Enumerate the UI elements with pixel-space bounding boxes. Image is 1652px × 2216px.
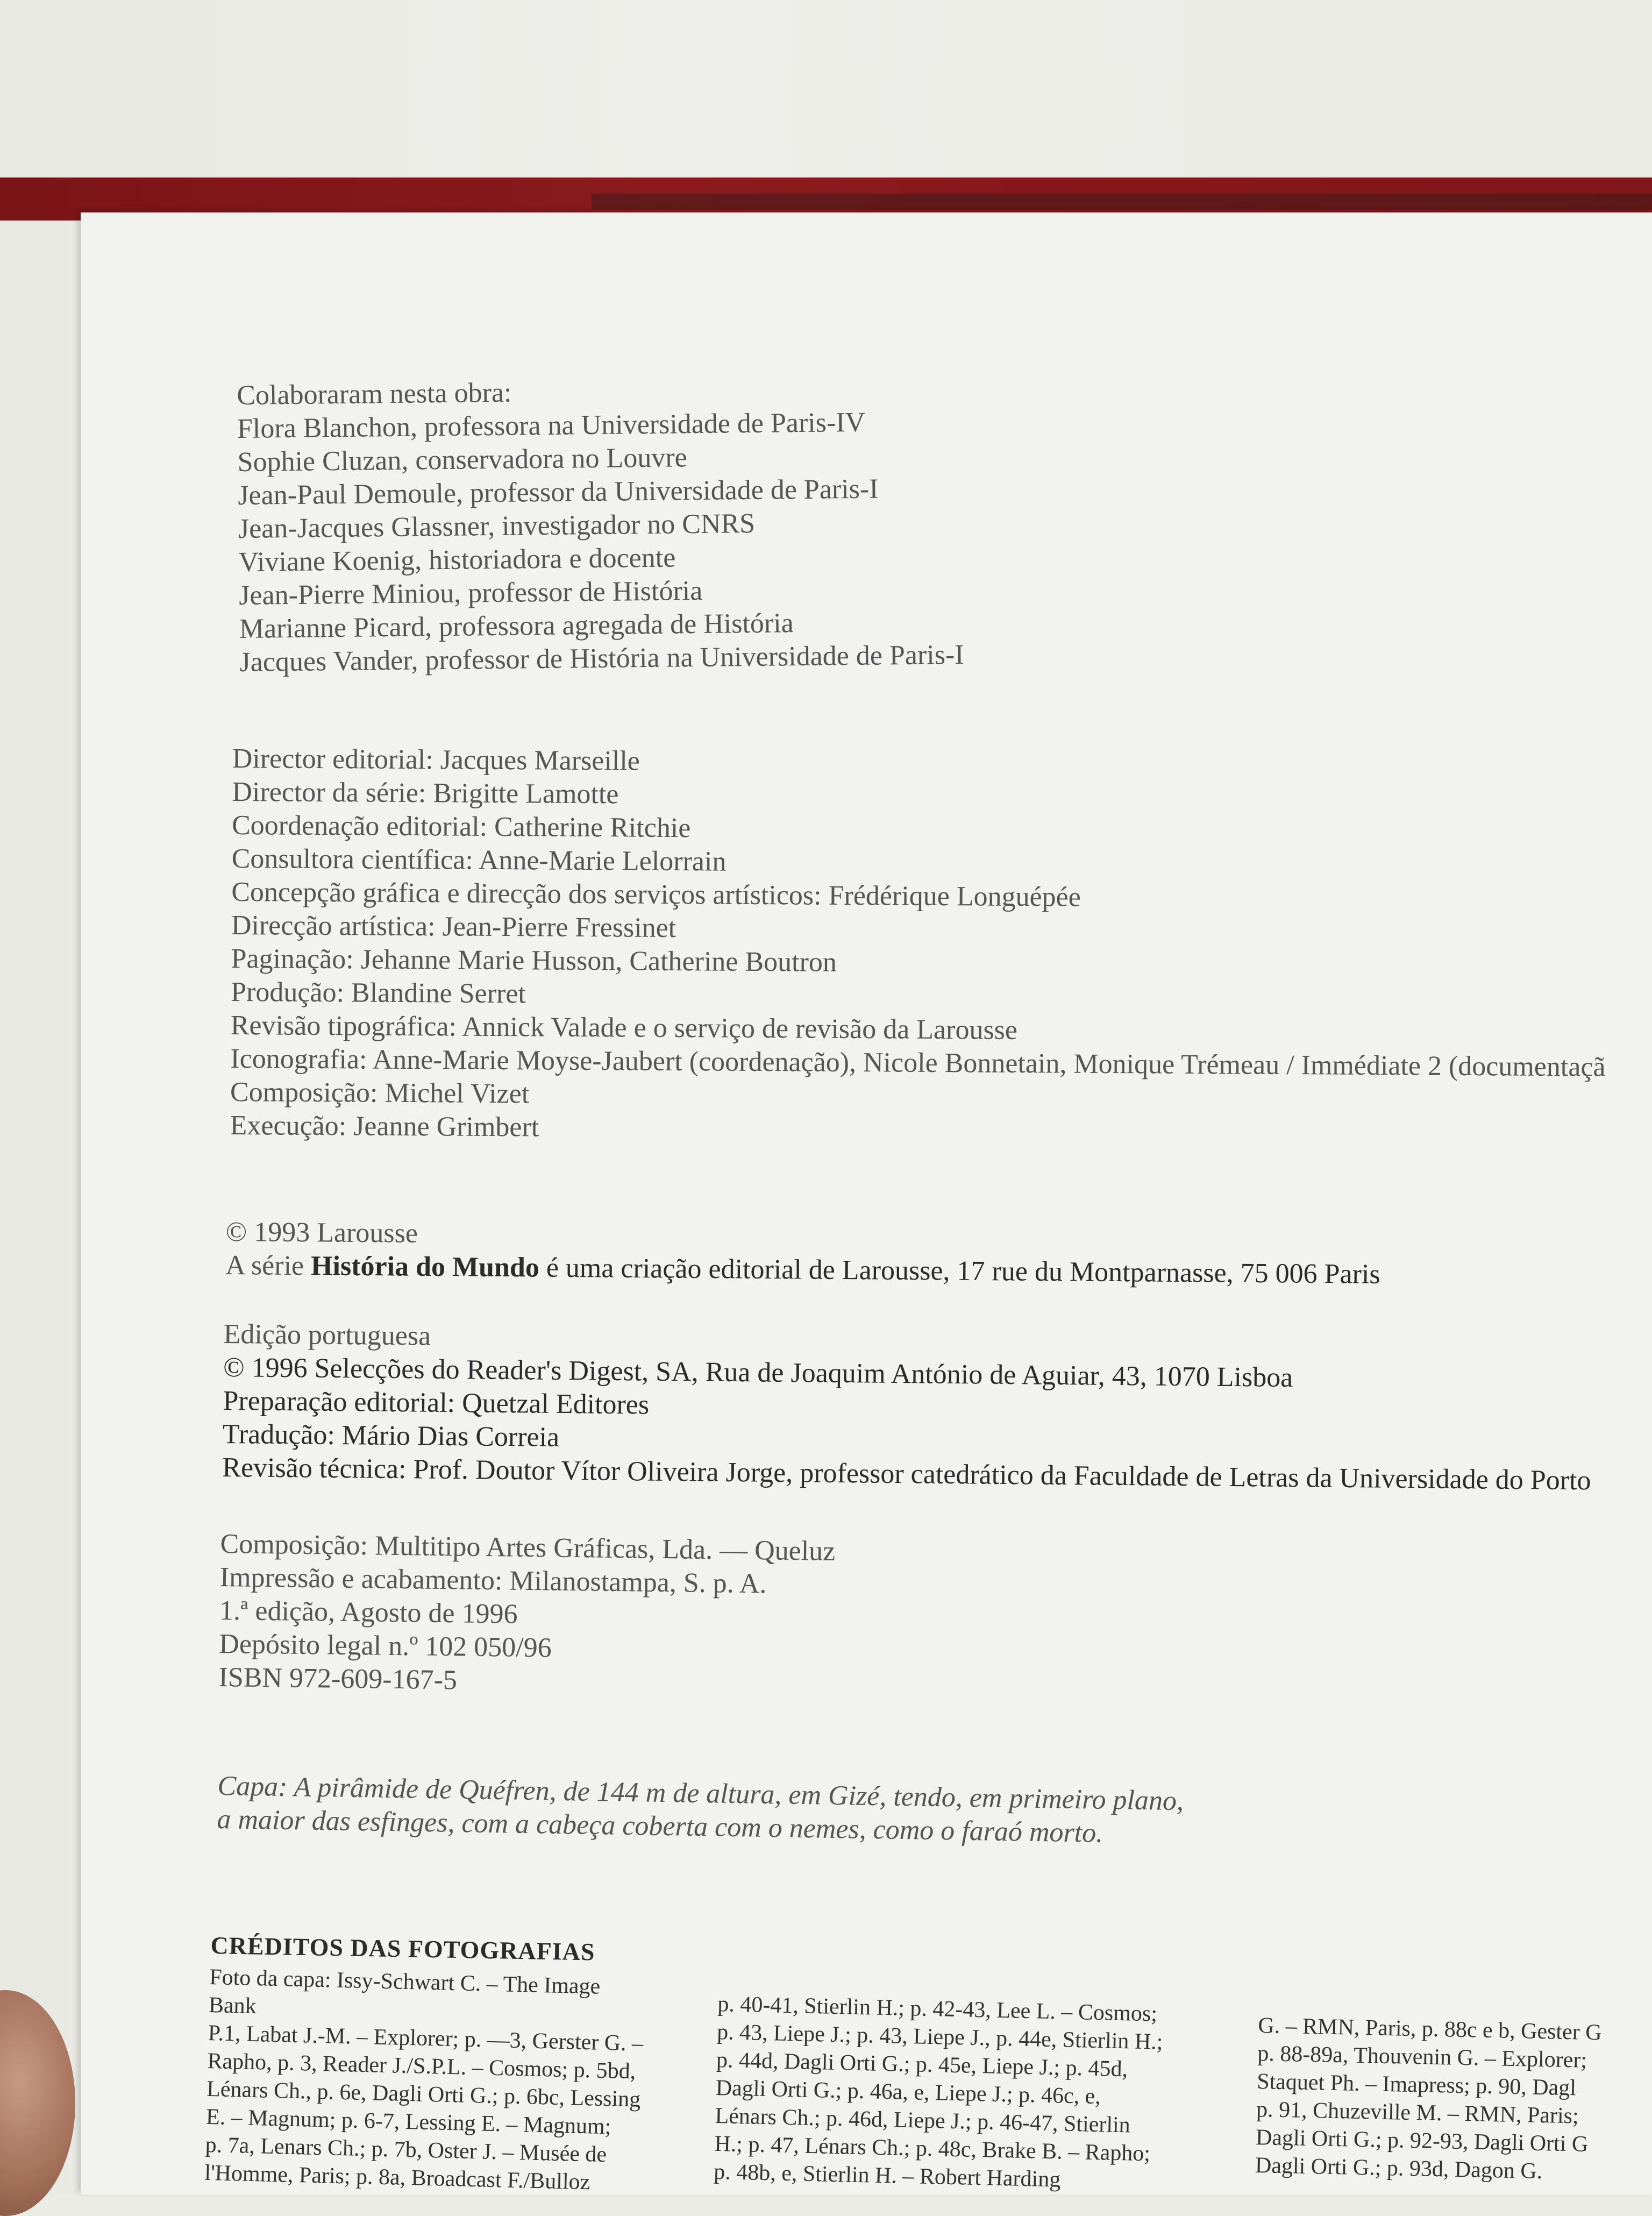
staff-line: Iconografia: Anne-Marie Moyse-Jaubert (coordenação), Nicole Bonnetain, Monique Trémeau / Immédiate 2 (documentaçã xyxy=(230,1043,1606,1083)
series-title: História do Mundo xyxy=(310,1251,540,1283)
edition-line: Revisão técnica: Prof. Doutor Vítor Oliveira Jorge, professor catedrático da Faculdade de Letras da Universidade do Porto xyxy=(222,1452,1591,1496)
credits-heading: CRÉDITOS DAS FOTOGRAFIAS xyxy=(210,1931,595,1966)
staff-line: Director editorial: Jacques Marseille xyxy=(232,743,640,777)
printing-line: ISBN 972-609-167-5 xyxy=(218,1661,458,1696)
staff-line: Concepção gráfica e direcção dos serviços artísticos: Frédérique Longuépée xyxy=(231,876,1081,913)
credit-line: Lénars Ch.; p. 46d, Liepe J.; p. 46-47, Stierlin xyxy=(715,2103,1131,2138)
printing-line: Impressão e acabamento: Milanostampa, S. p. A. xyxy=(219,1561,767,1600)
copyright-section xyxy=(225,1216,1380,1291)
contributor-line: Viviane Koenig, historiadora e docente xyxy=(238,542,676,578)
credit-line: p. 40-41, Stierlin H.; p. 42-43, Lee L. – Cosmos; xyxy=(717,1991,1158,2027)
staff-line: Consultora científica: Anne-Marie Lelorrain xyxy=(231,843,727,877)
series-prefix: A série xyxy=(225,1249,311,1282)
printing-line: Depósito legal n.º 102 050/96 xyxy=(219,1628,552,1664)
credit-line: Lénars Ch., p. 6e, Dagli Orti G.; p. 6bc, Lessing xyxy=(206,2076,641,2112)
credit-line: p. 7a, Lenars Ch.; p. 7b, Oster J. – Musée de xyxy=(205,2132,607,2168)
credit-line: p. 48b, e, Stierlin H. – Robert Harding xyxy=(713,2159,1061,2192)
staff-line: Direcção artística: Jean-Pierre Fressinet xyxy=(231,910,677,944)
credit-line: Dagli Orti G.; p. 46a, e, Liepe J.; p. 46c, e, xyxy=(715,2075,1101,2110)
credit-line: p. 91, Chuzeville M. – RMN, Paris; xyxy=(1256,2097,1579,2129)
credits-column-2 xyxy=(714,1990,1164,2196)
cover-caption-line: a maior das esfinges, com a cabeça coberta com o nemes, como o faraó morto. xyxy=(217,1803,1103,1849)
contributor-line: Sophie Cluzan, conservadora no Louvre xyxy=(237,442,687,478)
staff-line: Composição: Michel Vizet xyxy=(230,1076,530,1110)
edition-line: © 1996 Selecções do Reader's Digest, SA, Rua de Joaquim António de Aguiar, 43, 1070 Lisboa xyxy=(223,1352,1293,1394)
contributor-line: Jean-Jacques Glassner, investigador no CNRS xyxy=(238,508,756,544)
staff-line: Paginação: Jehanne Marie Husson, Catherine Boutron xyxy=(231,943,837,978)
credit-line: Foto da capa: Issy-Schwart C. – The Image xyxy=(209,1964,601,1999)
edition-line: Tradução: Mário Dias Correia xyxy=(222,1418,560,1453)
edition-line: Preparação editorial: Quetzal Editores xyxy=(223,1385,650,1420)
credits-column-3 xyxy=(1255,2012,1602,2186)
credit-line: p. 44d, Dagli Orti G.; p. 45e, Liepe J.; p. 45d, xyxy=(716,2047,1128,2082)
editorial-staff-section xyxy=(230,742,1607,1151)
credit-line: Bank xyxy=(208,1992,257,2019)
staff-line: Produção: Blandine Serret xyxy=(230,976,526,1010)
credits-column-1 xyxy=(204,1963,645,2198)
contributor-line: Jean-Pierre Miniou, professor de História xyxy=(238,575,703,611)
credit-line: E. – Magnum; p. 6-7, Lessing E. – Magnum; xyxy=(205,2104,611,2140)
contributors-section xyxy=(237,372,964,679)
credit-line: Dagli Orti G.; p. 93d, Dagon G. xyxy=(1255,2153,1543,2184)
copyright-line: © 1993 Larousse xyxy=(225,1217,418,1249)
contributor-line: Flora Blanchon, professora na Universidade de Paris-IV xyxy=(237,407,866,444)
portuguese-edition-section xyxy=(222,1318,1592,1497)
printing-line: 1.ª edição, Agosto de 1996 xyxy=(219,1595,518,1630)
credit-line: Dagli Orti G.; p. 92-93, Dagli Orti G xyxy=(1255,2125,1589,2157)
cover-text: A pirâmide de Quéfren, de 144 m de altura, em Gizé, tendo, em primeiro plano, xyxy=(287,1772,1184,1817)
credit-line: P.1, Labat J.-M. – Explorer; p. —3, Gerster G. – xyxy=(208,2020,644,2056)
credit-line: Rapho, p. 3, Reader J./S.P.L. – Cosmos; p. 5bd, xyxy=(206,2048,636,2084)
series-suffix: é uma criação editorial de Larousse, 17 rue du Montparnasse, 75 006 Paris xyxy=(539,1252,1380,1290)
credit-line: p. 88-89a, Thouvenin G. – Explorer; xyxy=(1257,2041,1587,2073)
credit-line: H.; p. 47, Lénars Ch.; p. 48c, Brake B. – Rapho; xyxy=(714,2131,1151,2167)
contributors-heading: Colaboraram nesta obra: xyxy=(237,377,512,411)
book-cover-shadow xyxy=(592,194,1652,210)
staff-line: Revisão tipográfica: Annick Valade e o serviço de revisão da Larousse xyxy=(230,1010,1018,1046)
contributor-line: Jean-Paul Demoule, professor da Universidade de Paris-I xyxy=(237,473,879,511)
credit-line: G. – RMN, Paris, p. 88c e b, Gester G xyxy=(1257,2013,1603,2045)
printing-line: Composição: Multitipo Artes Gráficas, Lda. — Queluz xyxy=(220,1528,836,1567)
printing-section xyxy=(218,1528,835,1702)
contributor-line: Marianne Picard, professora agregada de História xyxy=(239,608,794,644)
credit-line: l'Homme, Paris; p. 8a, Broadcast F./Bulloz xyxy=(204,2160,590,2195)
staff-line: Director da série: Brigitte Lamotte xyxy=(232,776,619,810)
staff-line: Coordenação editorial: Catherine Ritchie xyxy=(231,809,691,844)
cover-label: Capa: xyxy=(217,1770,288,1803)
contributor-line: Jacques Vander, professor de História na Universidade de Paris-I xyxy=(239,639,964,678)
edition-line: Edição portuguesa xyxy=(223,1319,431,1352)
staff-line: Execução: Jeanne Grimbert xyxy=(230,1110,539,1143)
credit-line: Staquet Ph. – Imapress; p. 90, Dagl xyxy=(1256,2069,1577,2101)
credit-line: p. 43, Liepe J.; p. 43, Liepe J., p. 44e, Stierlin H.; xyxy=(716,2019,1163,2055)
